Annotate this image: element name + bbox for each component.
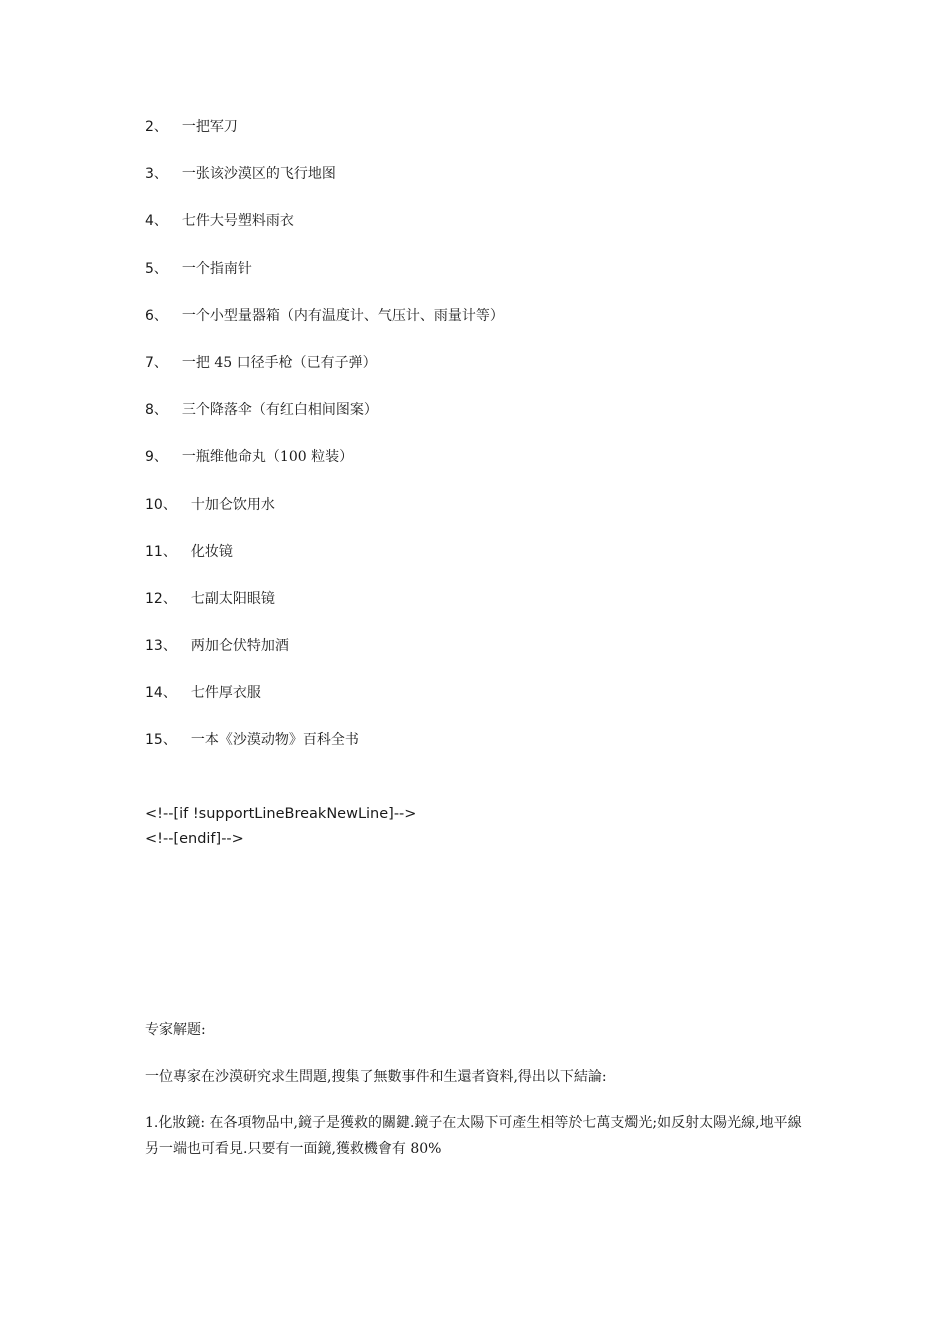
item-separator: 、: [162, 638, 177, 655]
item-text: 一把 45 口径手枪（已有子弹）: [181, 354, 377, 371]
item-text: 七件大号塑料雨衣: [181, 213, 294, 230]
list-item: [145, 729, 504, 776]
supply-list: [145, 116, 504, 777]
item-separator: 、: [153, 260, 168, 277]
item-number: 9: [145, 449, 154, 466]
list-item: [145, 635, 504, 682]
item-separator: 、: [153, 449, 168, 466]
item-separator: 、: [153, 354, 168, 371]
item-separator: 、: [162, 732, 177, 749]
item-separator: 、: [162, 590, 177, 607]
item-text: 七副太阳眼镜: [190, 590, 275, 607]
item-separator: 、: [153, 307, 168, 324]
item-separator: 、: [153, 213, 168, 230]
item-text: 一张该沙漠区的飞行地图: [181, 166, 336, 183]
item-text: 化妆镜: [190, 543, 233, 560]
item-number: 5: [145, 260, 154, 277]
list-item: [145, 210, 504, 257]
list-item: [145, 588, 504, 635]
item-separator: 、: [162, 496, 177, 513]
list-item: [145, 352, 504, 399]
item-text: 一把军刀: [181, 119, 238, 135]
item-text: 一个小型量器箱（内有温度计、气压计、雨量计等）: [181, 307, 504, 324]
item-number: 7: [145, 354, 154, 371]
item-number: 13: [145, 638, 163, 655]
conditional-comment-block: [145, 802, 416, 852]
item-number: 6: [145, 307, 154, 324]
conditional-comment-open: <!--[if !supportLineBreakNewLine]-->: [145, 806, 417, 822]
list-item: [145, 541, 504, 588]
item-text: 十加仑饮用水: [190, 496, 275, 513]
list-item: [145, 258, 504, 305]
item-separator: 、: [153, 402, 168, 419]
expert-heading: 专家解题:: [145, 1022, 206, 1038]
conditional-comment-close: <!--[endif]-->: [145, 831, 244, 847]
expert-intro-paragraph: 一位專家在沙漠研究求生問題,搜集了無數事件和生還者資料,得出以下結論:: [145, 1069, 607, 1085]
expert-point-paragraph: 1.化妝鏡: 在各項物品中,鏡子是獲救的關鍵.鏡子在太陽下可產生相等於七萬支燭光;如反射太陽光線,地平線另一端也可看見.只要有一面鏡,獲救機會有 80%: [145, 1115, 802, 1157]
item-text: 一瓶维他命丸（100 粒装）: [181, 449, 354, 466]
item-text: 三个降落伞（有红白相间图案）: [181, 402, 378, 419]
item-text: 两加仑伏特加酒: [190, 638, 289, 655]
list-item: [145, 116, 504, 163]
list-item: [145, 163, 504, 210]
item-number: 12: [145, 590, 163, 607]
item-separator: 、: [153, 119, 168, 135]
item-separator: 、: [162, 543, 177, 560]
item-number: 2: [145, 119, 154, 135]
item-separator: 、: [153, 166, 168, 183]
list-item: [145, 305, 504, 352]
item-number: 15: [145, 732, 163, 749]
item-number: 10: [145, 496, 163, 513]
item-number: 8: [145, 402, 154, 419]
item-number: 14: [145, 685, 163, 702]
item-text: 一个指南针: [181, 260, 252, 277]
item-text: 七件厚衣服: [190, 685, 261, 702]
item-text: 一本《沙漠动物》百科全书: [190, 732, 359, 749]
list-item: [145, 399, 504, 446]
item-number: 3: [145, 166, 154, 183]
list-item: [145, 494, 504, 541]
item-number: 4: [145, 213, 154, 230]
list-item: [145, 446, 504, 493]
list-item: [145, 682, 504, 729]
item-separator: 、: [162, 685, 177, 702]
item-number: 11: [145, 543, 163, 560]
